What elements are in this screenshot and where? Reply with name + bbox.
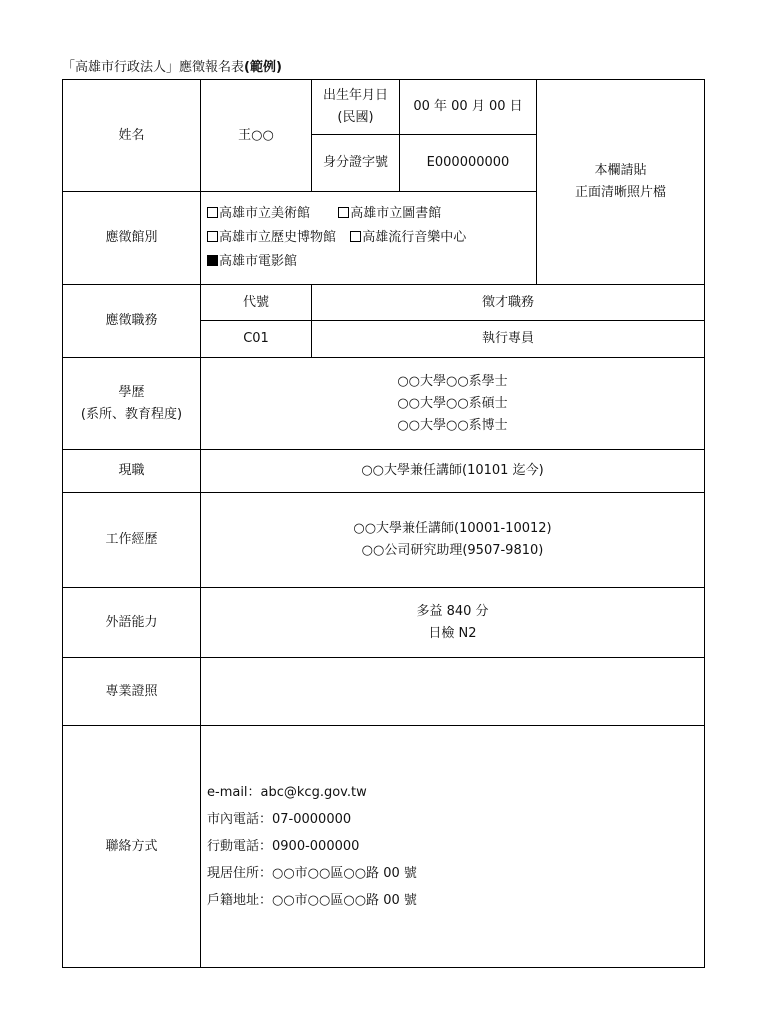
venue-label: 應徵館別 <box>63 192 201 285</box>
venue-option-fine-arts-museum: 高雄市立美術館 <box>219 206 311 221</box>
education-values <box>201 358 705 450</box>
experience-item: ○○公司研究助理(9507-9810) <box>361 543 544 558</box>
experience-label: 工作經歷 <box>63 493 201 588</box>
language-values <box>201 588 705 658</box>
birth-label <box>312 80 400 135</box>
education-label-line2: (系所、教育程度) <box>80 406 183 422</box>
education-label-line1: 學歷 <box>118 384 145 400</box>
venue-option-history-museum: 高雄市立歷史博物館 <box>219 230 337 245</box>
venue-option-row-2 <box>207 226 536 250</box>
venue-option-pop-music-center: 高雄流行音樂中心 <box>362 230 467 245</box>
checkbox-fine-arts-museum[interactable] <box>207 207 218 218</box>
row-education <box>63 358 705 450</box>
row-current-job <box>63 450 705 493</box>
birth-label-line1: 出生年月日 <box>322 88 388 103</box>
contact-email: e-mail：abc@kcg.gov.tw <box>207 785 367 800</box>
row-name-birth <box>63 80 705 135</box>
contact-mobile: 行動電話：0900-000000 <box>207 839 360 854</box>
position-label: 應徵職務 <box>63 285 201 358</box>
name-label: 姓名 <box>63 80 201 192</box>
row-experience <box>63 493 705 588</box>
application-form-table <box>62 79 705 968</box>
form-title-example-tag: (範例) <box>244 60 282 75</box>
venue-option-row-1 <box>207 202 536 226</box>
id-number-value: E000000000 <box>400 135 537 192</box>
venue-option-row-3 <box>207 250 536 274</box>
certificates-label: 專業證照 <box>63 658 201 726</box>
position-title-value: 執行專員 <box>312 321 705 358</box>
venue-option-film-archive: 高雄市電影館 <box>219 254 298 269</box>
education-label <box>63 358 201 450</box>
education-item: ○○大學○○系博士 <box>397 417 508 433</box>
language-item: 日檢 N2 <box>428 625 477 641</box>
checkbox-film-archive-checked[interactable] <box>207 255 218 266</box>
experience-values <box>201 493 705 588</box>
checkbox-public-library[interactable] <box>338 207 349 218</box>
photo-box[interactable] <box>537 80 705 285</box>
photo-instruction-line2: 正面清晰照片檔 <box>574 185 666 200</box>
checkbox-pop-music-center[interactable] <box>350 231 361 242</box>
contact-label: 聯絡方式 <box>63 726 201 968</box>
birth-value: 00 年 00 月 00 日 <box>400 80 537 135</box>
current-job-label: 現職 <box>63 450 201 493</box>
row-position-header <box>63 285 705 321</box>
row-certificates <box>63 658 705 726</box>
position-code-value: C01 <box>201 321 312 358</box>
contact-landline: 市內電話：07-0000000 <box>207 812 352 827</box>
current-job-value: ○○大學兼任講師(10101 迄今) <box>201 450 705 493</box>
row-language <box>63 588 705 658</box>
position-title-header: 徵才職務 <box>312 285 705 321</box>
photo-instruction-line1: 本欄請貼 <box>594 163 647 178</box>
language-label: 外語能力 <box>63 588 201 658</box>
position-code-header: 代號 <box>201 285 312 321</box>
certificates-value[interactable] <box>201 658 705 726</box>
row-contact <box>63 726 705 968</box>
id-number-label: 身分證字號 <box>312 135 400 192</box>
experience-item: ○○大學兼任講師(10001-10012) <box>353 521 552 536</box>
form-title-text: 「高雄市行政法人」應徵報名表 <box>62 60 245 75</box>
venue-options <box>201 192 537 285</box>
education-item: ○○大學○○系碩士 <box>397 395 508 411</box>
education-item: ○○大學○○系學士 <box>397 373 508 389</box>
language-item: 多益 840 分 <box>416 603 489 619</box>
contact-residence-address: 現居住所：○○市○○區○○路 00 號 <box>207 866 417 881</box>
contact-registered-address: 戶籍地址：○○市○○區○○路 00 號 <box>207 893 417 908</box>
name-value: 王○○ <box>201 80 312 192</box>
form-title <box>62 58 282 78</box>
birth-label-line2: (民國) <box>337 110 374 125</box>
checkbox-history-museum[interactable] <box>207 231 218 242</box>
venue-option-public-library: 高雄市立圖書館 <box>350 206 442 221</box>
contact-values <box>201 726 705 968</box>
